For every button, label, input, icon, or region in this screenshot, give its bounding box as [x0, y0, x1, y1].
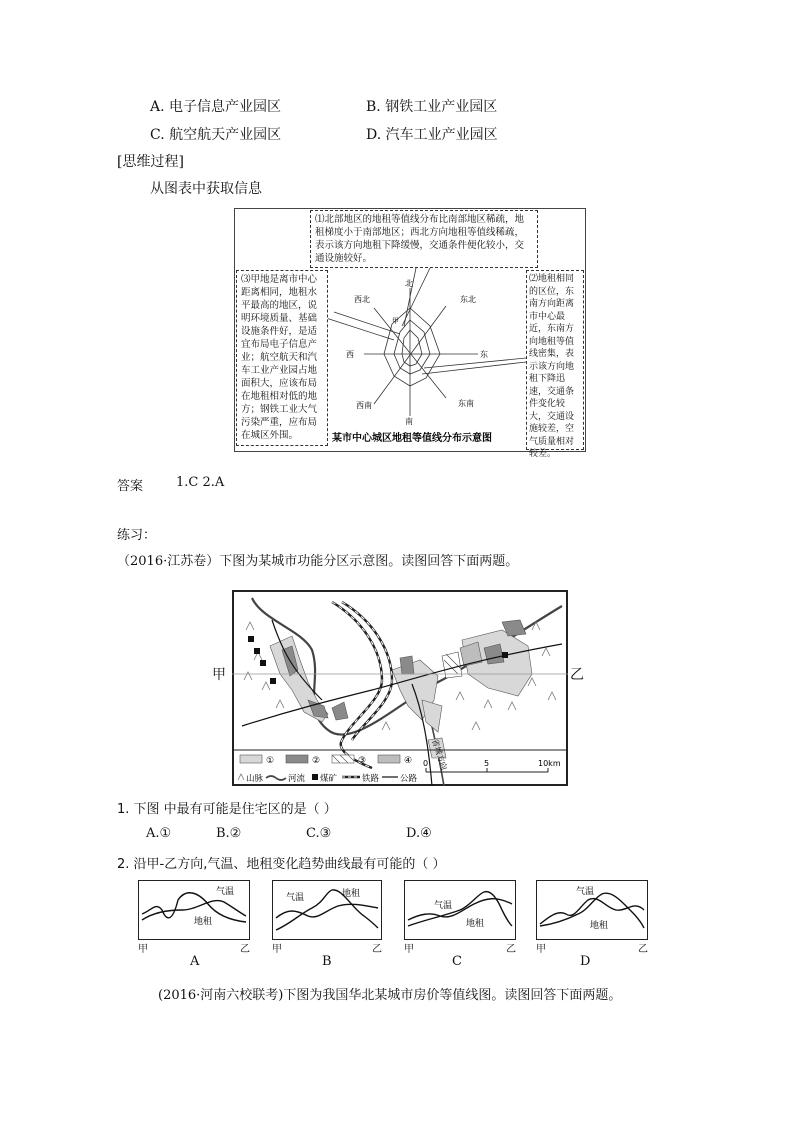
option-d: D. 汽车工业产业园区 — [366, 127, 498, 143]
chart-label-b: B — [322, 954, 332, 969]
curve-chart-c — [404, 880, 516, 940]
note-3: ⑶甲地是离市中心距离相同，地租水平最高的地区，说明环境质量、基础设施条件好，是适宜布局电子信息产业；航空航天和汽车工业产业园占地面积大，应该布局在地租相对低的地方；钢铁工业大气污染严重，应布局在城区外围。 — [236, 270, 328, 446]
figure-caption: 某市中心城区地租等值线分布示意图 — [332, 433, 492, 444]
curve-chart-d — [536, 880, 648, 940]
c-rent: 地租 — [466, 919, 485, 929]
curve-chart-a — [138, 880, 250, 940]
legend-4: ④ — [404, 756, 413, 766]
dir-northwest: 西北 — [354, 295, 370, 304]
c-jia: 甲 — [404, 944, 414, 955]
scale-5: 5 — [484, 759, 490, 768]
curve-chart-b — [272, 880, 382, 940]
a-jia: 甲 — [138, 944, 148, 955]
q1-option-d: D.④ — [406, 826, 432, 841]
b-jia: 甲 — [272, 944, 282, 955]
q2-stem: 2. 沿甲-乙方向,气温、地租变化趋势曲线最有可能的（ ） — [117, 857, 446, 872]
dir-southwest: 西南 — [356, 401, 372, 410]
chart-label-c: C — [452, 954, 462, 969]
dir-east: 东 — [480, 350, 488, 359]
q1-option-a: A.① — [146, 826, 172, 841]
dir-south: 南 — [405, 417, 413, 426]
legend-mountain: 山脉 — [246, 774, 264, 784]
answer-label: 答案 — [117, 479, 144, 494]
answer-value: 1.C 2.A — [176, 475, 225, 490]
scale-10: 10km — [538, 759, 561, 768]
label-jia: 甲 — [392, 317, 399, 325]
next-intro: (2016·河南六校联考)下图为我国华北某城市房价等值线图。读图回答下面两题。 — [158, 988, 622, 1003]
a-yi: 乙 — [240, 944, 250, 955]
legend-1: ① — [266, 756, 275, 766]
chart-label-a: A — [190, 954, 200, 969]
map-yi: 乙 — [570, 667, 584, 683]
note-2: ⑵地租相同的区位，东南方向距离市中心最近，东南方向地租等值线密集，表示该方向地租下降迅速，交通条件变化较大，交通设施较差，空气质量相对较差。 — [526, 270, 584, 450]
practice-intro: （2016·江苏卷）下图为某城市功能分区示意图。读图回答下面两题。 — [117, 554, 519, 569]
coal-icon — [312, 774, 318, 780]
d-temp: 气温 — [576, 887, 595, 897]
legend-coal: 煤矿 — [320, 774, 338, 784]
scale-0: 0 — [423, 759, 429, 768]
city-map — [232, 590, 568, 786]
c-temp: 气温 — [434, 901, 453, 911]
c-yi: 乙 — [506, 944, 516, 955]
option-a: A. 电子信息产业园区 — [150, 99, 282, 115]
b-yi: 乙 — [372, 944, 382, 955]
b-rent: 地租 — [342, 889, 361, 899]
a-temp: 气温 — [216, 887, 235, 897]
chart-label-d: D — [580, 954, 591, 969]
d-jia: 甲 — [536, 944, 546, 955]
legend-river: 河流 — [288, 774, 306, 784]
thinking-heading: [思维过程] — [117, 154, 184, 170]
dir-southeast: 东南 — [458, 399, 474, 408]
city-map-svg — [232, 590, 568, 786]
option-c: C. 航空航天产业园区 — [150, 127, 282, 143]
legend-3: ③ — [358, 756, 367, 766]
q1-option-c: C.③ — [306, 826, 332, 841]
dir-west: 西 — [346, 350, 354, 359]
rent-figure — [234, 208, 586, 459]
a-rent: 地租 — [194, 917, 213, 927]
dir-north: 北 — [405, 279, 413, 288]
map-jia: 甲 — [212, 667, 226, 683]
legend-2: ② — [312, 756, 321, 766]
thinking-sub: 从图表中获取信息 — [150, 181, 262, 197]
d-yi: 乙 — [638, 944, 648, 955]
q1-stem: 1. 下图 中最有可能是住宅区的是（ ） — [117, 802, 337, 817]
road-direction-label: 省城方向 — [430, 737, 449, 772]
q1-option-b: B.② — [216, 826, 242, 841]
option-b: B. 钢铁工业产业园区 — [366, 99, 498, 115]
d-rent: 地租 — [590, 921, 609, 931]
note-1: ⑴北部地区的地租等值线分布比南部地区稀疏，地租梯度小于南部地区；西北方向地租等值线稀疏，表示该方向地租下降缓慢，交通条件便化较小，交通设施较好。 — [310, 210, 538, 268]
legend-road: 公路 — [400, 774, 418, 784]
legend-rail: 铁路 — [362, 774, 380, 784]
dir-northeast: 东北 — [460, 295, 476, 304]
b-temp: 气温 — [286, 893, 305, 903]
practice-label: 练习： — [117, 528, 157, 543]
